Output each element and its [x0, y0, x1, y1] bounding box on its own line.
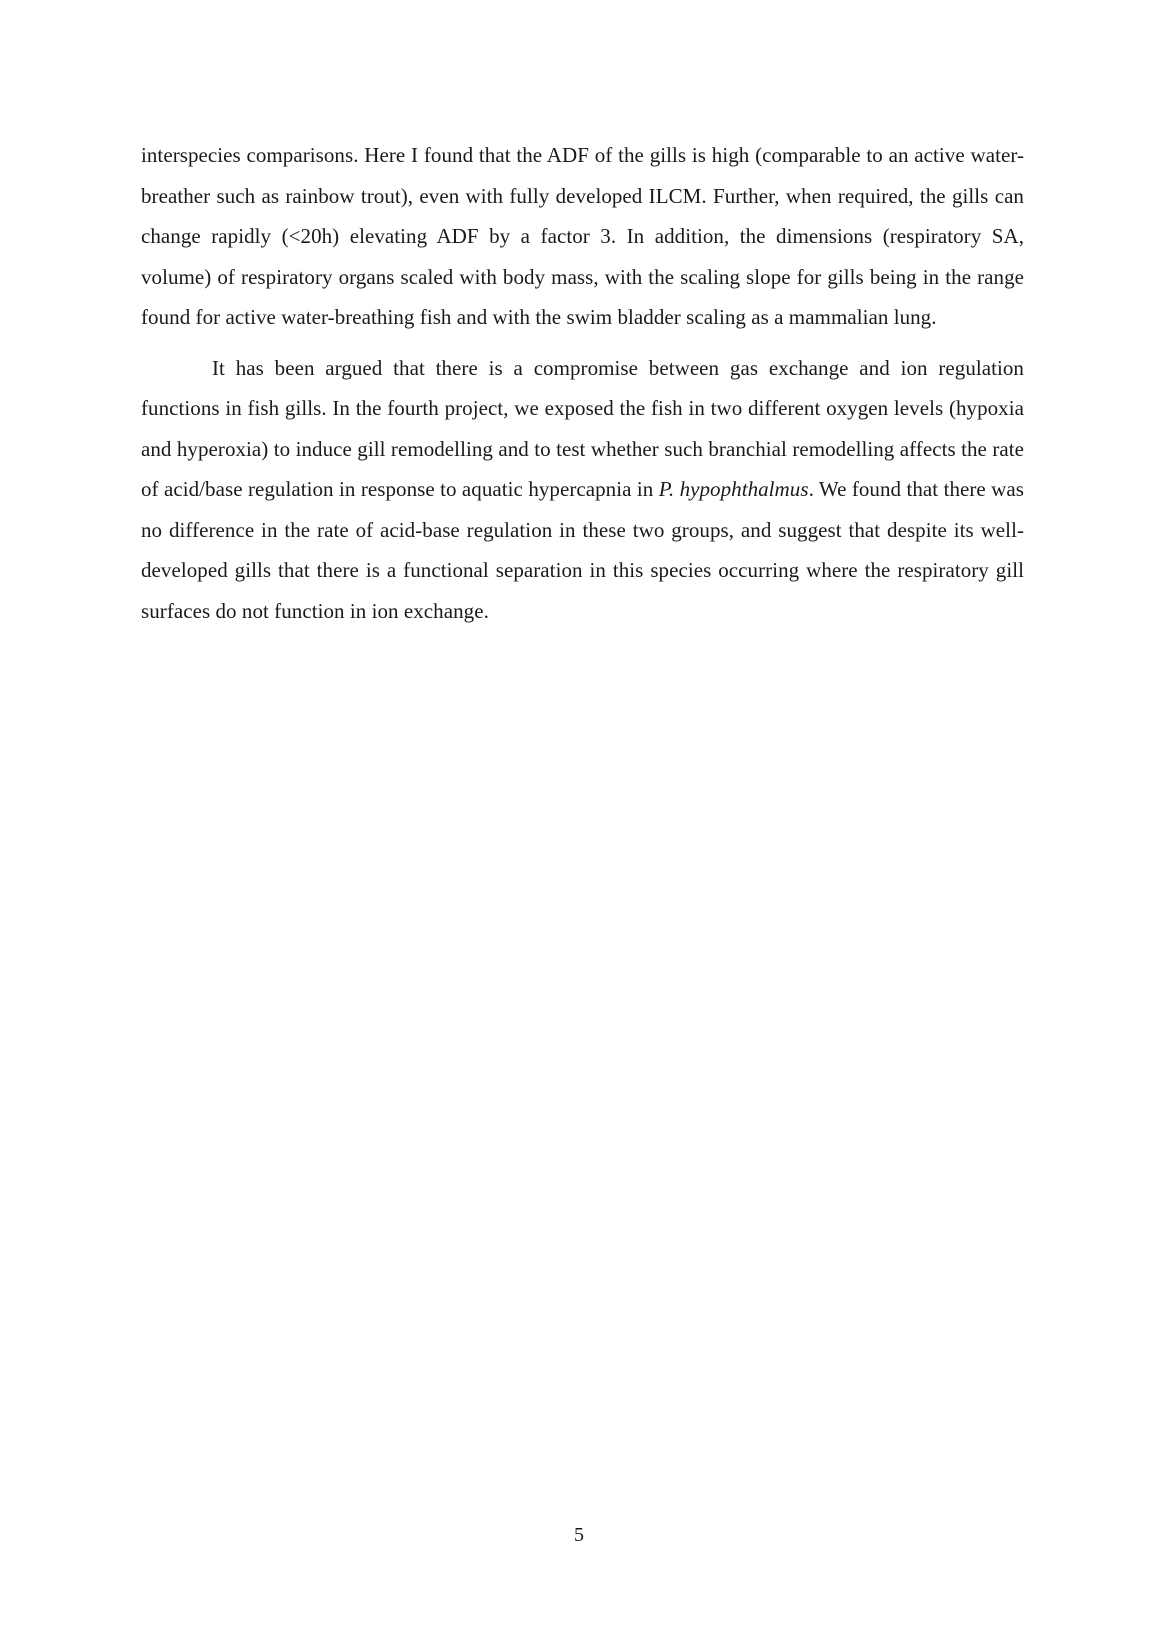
- paragraph-1: [141, 135, 1024, 338]
- paragraph-2-text-b: . We found that there was no difference in the rate of acid-base regulation in these two groups, and suggest that despite its well-developed gills that there is a functional separation in this species occurring where the respiratory gill surfaces do not function in ion exchange.: [141, 477, 1024, 623]
- paragraph-2-text-a: It has been argued that there is a compromise between gas exchange and ion regulation functions in fish gills. In the fourth project, we exposed the fish in two different oxygen levels (hypoxia and hyperoxia) to induce gill remodelling and to test whether such branchial remodelling affects the rate of acid/base regulation in response to aquatic hypercapnia in: [141, 355, 1024, 501]
- page-number: 5: [574, 1524, 584, 1546]
- species-name: P. hypophthalmus: [658, 477, 809, 501]
- paragraph-1-text: interspecies comparisons. Here I found that the ADF of the gills is high (comparable to an active water-breather such as rainbow trout), even with fully developed ILCM. Further, when required, the gills can change rapidly (<20h) elevating ADF by a factor 3. In addition, the dimensions (respiratory SA, volume) of respiratory organs scaled with body mass, with the scaling slope for gills being in the range found for active water-breathing fish and with the swim bladder scaling as a mammalian lung.: [141, 143, 1024, 329]
- body-text: [141, 135, 1024, 631]
- paragraph-2: [141, 348, 1024, 632]
